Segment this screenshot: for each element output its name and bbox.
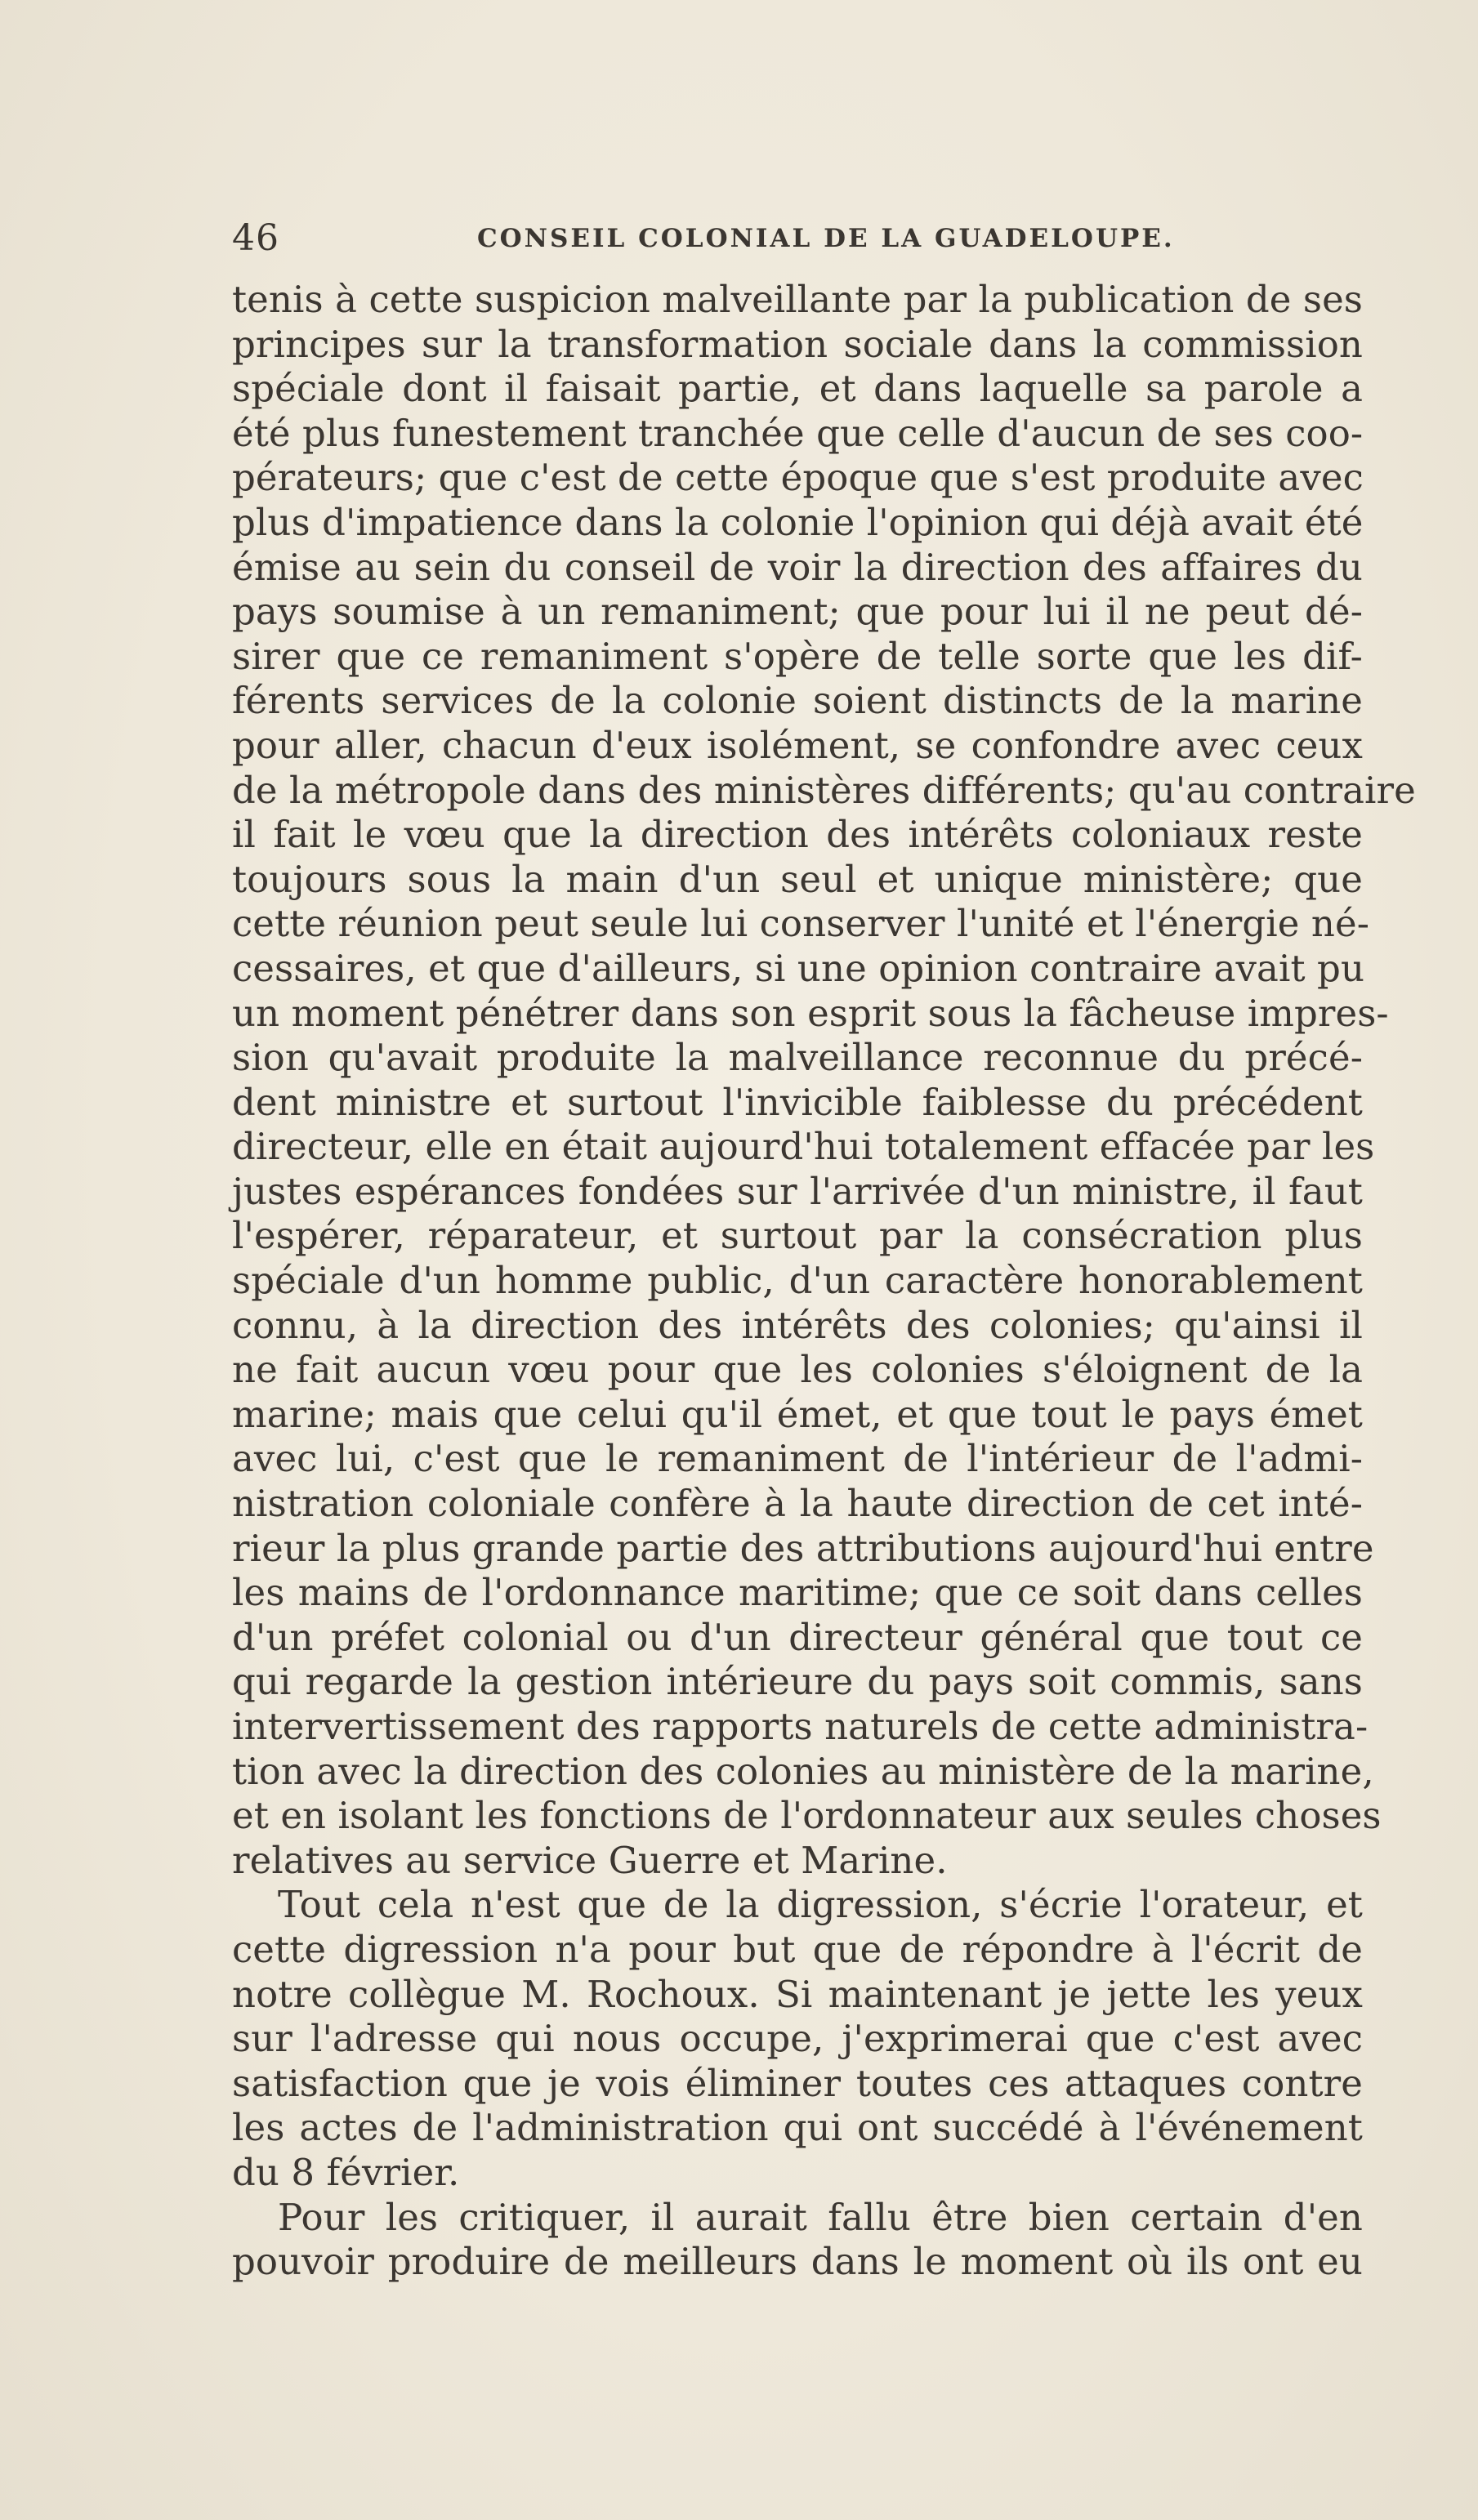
text-line: toujours sous la main d'un seul et unique ministère; que <box>232 857 1363 901</box>
text-line: les actes de l'administration qui ont succédé à l'événement <box>232 2106 1363 2150</box>
text-line: férents services de la colonie soient distincts de la marine <box>232 679 1363 723</box>
running-title: CONSEIL COLONIAL DE LA GUADELOUPE. <box>477 224 1175 253</box>
text-line: dent ministre et surtout l'invicible faiblesse du précédent <box>232 1080 1363 1124</box>
text-line: Tout cela n'est que de la digression, s'écrie l'orateur, et <box>278 1883 1363 1927</box>
text-line: pérateurs; que c'est de cette époque que s'est produite avec <box>232 456 1364 500</box>
text-line: qui regarde la gestion intérieure du pays soit commis, sans <box>232 1660 1363 1704</box>
text-line: intervertissement des rapports naturels de cette administra- <box>232 1705 1369 1748</box>
text-line: satisfaction que je vois éliminer toutes ces attaques contre <box>232 2061 1363 2105</box>
text-line: plus d'impatience dans la colonie l'opinion qui déjà avait été <box>232 500 1364 544</box>
text-line: les mains de l'ordonnance maritime; que ce soit dans celles <box>232 1571 1363 1615</box>
text-line: justes espérances fondées sur l'arrivée d'un ministre, il faut <box>232 1169 1363 1213</box>
text-line: sion qu'avait produite la malveillance reconnue du précé- <box>232 1036 1363 1080</box>
text-line: connu, à la direction des intérêts des colonies; qu'ainsi il <box>232 1303 1363 1347</box>
text-line: tion avec la direction des colonies au ministère de la marine, <box>232 1749 1374 1793</box>
text-line: sur l'adresse qui nous occupe, j'exprimerai que c'est avec <box>232 2017 1363 2061</box>
text-line: d'un préfet colonial ou d'un directeur général que tout ce <box>232 1615 1363 1659</box>
text-line: pouvoir produire de meilleurs dans le moment où ils ont eu <box>232 2240 1363 2284</box>
text-line: cette réunion peut seule lui conserver l'unité et l'énergie né- <box>232 902 1370 946</box>
text-line: tenis à cette suspicion malveillante par la publication de ses <box>232 278 1363 321</box>
text-line: et en isolant les fonctions de l'ordonnateur aux seules choses <box>232 1794 1382 1838</box>
text-line: notre collègue M. Rochoux. Si maintenant je jette les yeux <box>232 1972 1363 2016</box>
text-line: nistration coloniale confère à la haute direction de cet inté- <box>232 1482 1363 1526</box>
text-line: avec lui, c'est que le remaniment de l'intérieur de l'admi- <box>232 1437 1363 1481</box>
text-line: spéciale dont il faisait partie, et dans laquelle sa parole a <box>232 367 1363 411</box>
page-header <box>232 214 1368 263</box>
text-line: du 8 février. <box>232 2150 460 2194</box>
text-line: émise au sein du conseil de voir la direction des affaires du <box>232 545 1363 589</box>
text-line: l'espérer, réparateur, et surtout par la consécration plus <box>232 1214 1363 1258</box>
text-line: marine; mais que celui qu'il émet, et que tout le pays émet <box>232 1392 1363 1436</box>
text-line: pays soumise à un remaniment; que pour lui il ne peut dé- <box>232 590 1363 634</box>
text-line: principes sur la transformation sociale dans la commission <box>232 322 1363 366</box>
text-line: il fait le vœu que la direction des intérêts coloniaux reste <box>232 813 1363 857</box>
body-text <box>232 278 1416 2285</box>
text-line: Pour les critiquer, il aurait fallu être bien certain d'en <box>278 2195 1363 2239</box>
text-line: sirer que ce remaniment s'opère de telle sorte que les dif- <box>232 634 1363 678</box>
text-line: un moment pénétrer dans son esprit sous la fâcheuse impres- <box>232 991 1389 1035</box>
text-line: ne fait aucun vœu pour que les colonies s'éloignent de la <box>232 1348 1363 1392</box>
text-line: rieur la plus grande partie des attributions aujourd'hui entre <box>232 1526 1374 1570</box>
text-line: cessaires, et que d'ailleurs, si une opinion contraire avait pu <box>232 946 1365 990</box>
page-number: 46 <box>232 217 279 259</box>
text-line: cette digression n'a pour but que de répondre à l'écrit de <box>232 1927 1363 1971</box>
text-line: de la métropole dans des ministères différents; qu'au contraire <box>232 768 1416 812</box>
text-line: directeur, elle en était aujourd'hui totalement effacée par les <box>232 1125 1375 1169</box>
text-line: spéciale d'un homme public, d'un caractère honorablement <box>232 1259 1363 1303</box>
text-line: été plus funestement tranchée que celle d'aucun de ses coo- <box>232 411 1364 455</box>
text-line: relatives au service Guerre et Marine. <box>232 1838 948 1882</box>
text-line: pour aller, chacun d'eux isolément, se confondre avec ceux <box>232 723 1363 767</box>
